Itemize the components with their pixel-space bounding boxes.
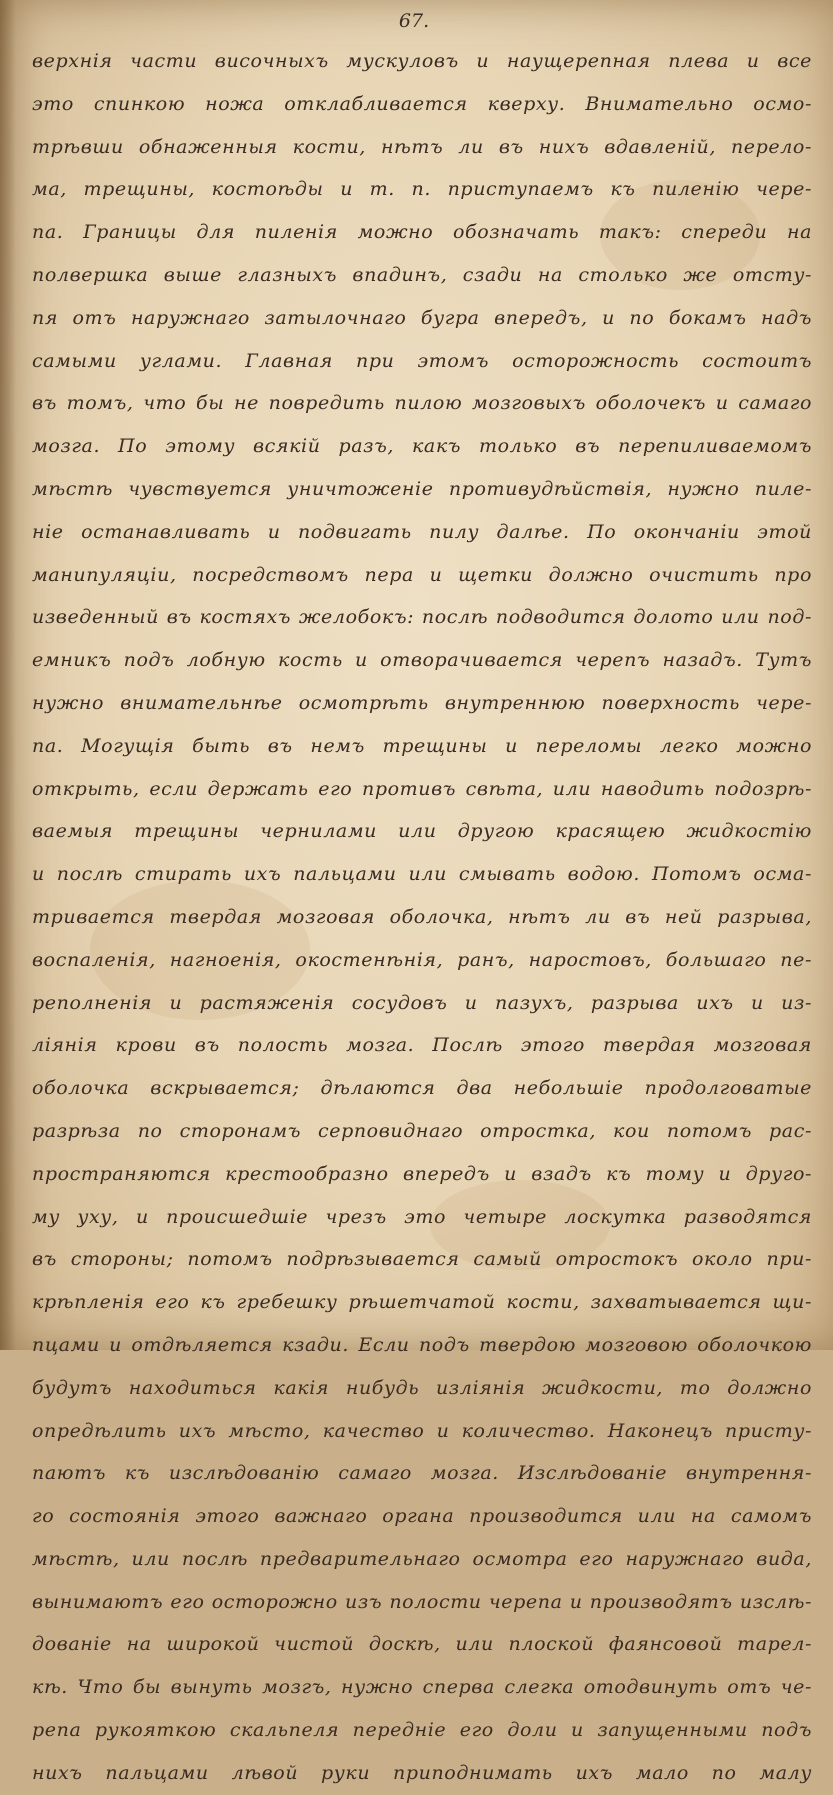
text-line: манипуляціи, посредствомъ пера и щетки должно очистить про [32, 563, 812, 586]
text-line: пя отъ наружнаго затылочнаго бугра впередъ, и по бокамъ надъ [32, 306, 812, 329]
text-line: самыми углами. Главная при этомъ осторожность состоитъ [32, 349, 812, 372]
text-line: верхнія части височныхъ мускуловъ и наущерепная плева и все [32, 50, 812, 72]
text-line: нужно внимательнѣе осмотрѣть внутреннюю поверхность чере- [32, 691, 812, 714]
text-line: пространяются крестообразно впередъ и взадъ къ тому и друго- [32, 1162, 812, 1185]
text-line: ваемыя трещины чернилами или другою красящею жидкостію [32, 820, 812, 843]
page-number: 67. [398, 10, 430, 32]
text-line: реполненія и растяженія сосудовъ и пазухъ, разрыва ихъ и из- [32, 991, 812, 1014]
text-line: па. Могущія быть въ немъ трещины и переломы легко можно [32, 734, 812, 757]
text-line: это спинкою ножа отклабливается кверху. Внимательно осмо- [32, 92, 812, 115]
text-line: мозга. По этому всякій разъ, какъ только въ перепиливаемомъ [32, 435, 812, 458]
text-line: паютъ къ изслѣдованію самаго мозга. Изслѣдованіе внутрення- [32, 1462, 812, 1485]
text-line: мѣстѣ, или послѣ предварительнаго осмотра его наружнаго вида, [32, 1547, 812, 1570]
text-line: трѣвши обнаженныя кости, нѣтъ ли въ нихъ вдавленій, перело- [32, 135, 812, 158]
text-line: ліянія крови въ полость мозга. Послѣ этого твердая мозговая [32, 1034, 812, 1057]
text-line: ніе останавливать и подвигать пилу далѣе. По окончаніи этой [32, 520, 812, 543]
text-line: будутъ находиться какія нибудь изліянія жидкости, то должно [32, 1376, 812, 1399]
text-line: па. Границы для пиленія можно обозначать такъ: спереди на [32, 221, 812, 244]
text-line: полвершка выше глазныхъ впадинъ, сзади на столько же отсту- [32, 263, 812, 286]
text-line: му уху, и происшедшіе чрезъ это четыре лоскутка разводятся [32, 1205, 812, 1228]
handwritten-text-block [32, 40, 812, 1795]
text-line: репа рукояткою скальпеля передніе его доли и запущенными подъ [32, 1719, 812, 1742]
text-line: мѣстѣ чувствуется уничтоженіе противудѣйствія, нужно пиле- [32, 477, 812, 500]
text-line: го состоянія этого важнаго органа производится или на самомъ [32, 1505, 812, 1528]
text-line: оболочка вскрывается; дѣлаются два небольшіе продолговатые [32, 1077, 812, 1100]
text-line: разрѣза по сторонамъ серповиднаго отростка, кои потомъ рас- [32, 1119, 812, 1142]
text-line: крѣпленія его къ гребешку рѣшетчатой кости, захватывается щи- [32, 1291, 812, 1314]
text-line: открыть, если держать его противъ свѣта, или наводить подозрѣ- [32, 777, 812, 800]
text-line: изведенный въ костяхъ желобокъ: послѣ подводится долото или под- [32, 606, 812, 629]
text-line: вынимаютъ его осторожно изъ полости черепа и производятъ изслѣ- [32, 1590, 812, 1613]
text-line: пцами и отдѣляется кзади. Если подъ твердою мозговою оболочкою [32, 1333, 812, 1356]
text-line: въ стороны; потомъ подрѣзывается самый отростокъ около при- [32, 1248, 812, 1271]
text-line: тривается твердая мозговая оболочка, нѣтъ ли въ ней разрыва, [32, 905, 812, 928]
text-line: и послѣ стирать ихъ пальцами или смывать водою. Потомъ осма- [32, 863, 812, 886]
text-line: воспаленія, нагноенія, окостенѣнія, ранъ, наростовъ, большаго пе- [32, 948, 812, 971]
page-binding-edge [0, 0, 16, 1350]
text-line: въ томъ, что бы не повредить пилою мозговыхъ оболочекъ и самаго [32, 392, 812, 415]
text-line: нихъ пальцами лѣвой руки приподнимать ихъ мало по малу [32, 1761, 812, 1784]
text-line: кѣ. Что бы вынуть мозгъ, нужно сперва слегка отодвинуть отъ че- [32, 1676, 812, 1699]
text-line: емникъ подъ лобную кость и отворачивается черепъ назадъ. Тутъ [32, 649, 812, 672]
text-line: опредѣлить ихъ мѣсто, качество и количество. Наконецъ присту- [32, 1419, 812, 1442]
text-line: ма, трещины, костоѣды и т. п. приступаемъ къ пиленію чере- [32, 178, 812, 201]
text-line: дованіе на широкой чистой доскѣ, или плоской фаянсовой тарел- [32, 1633, 812, 1656]
